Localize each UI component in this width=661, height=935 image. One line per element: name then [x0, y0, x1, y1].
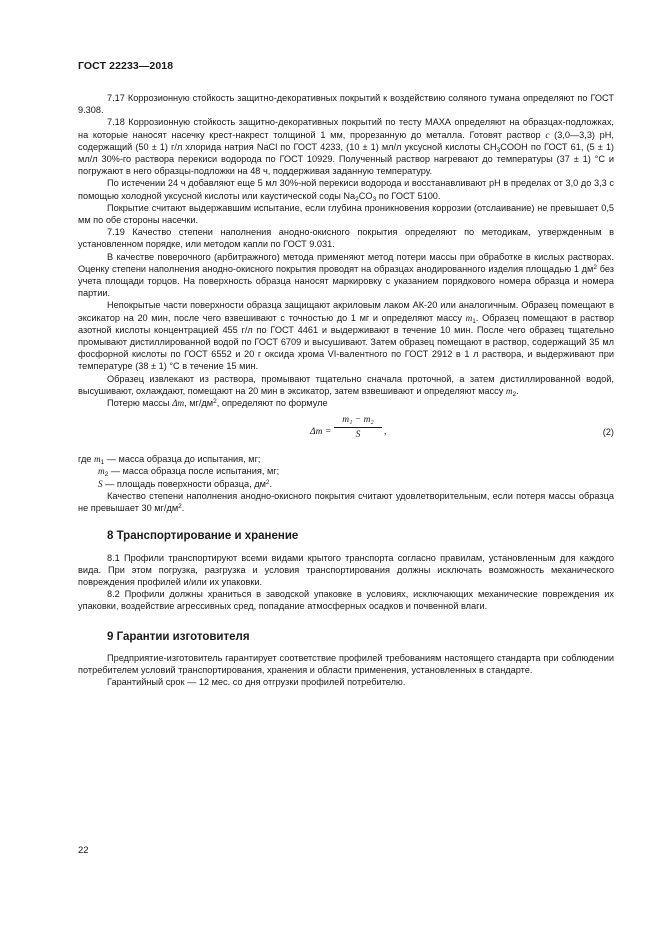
text-run: В качестве поверочного (арбитражного) метода применяют метод потери массы при обработке в кислых растворах. Оценку степени наполнения анодно-окисного покрытия проводят на образцах анодированного изделия площадью 1 дм [78, 251, 614, 274]
where-line-3 [78, 478, 614, 490]
document-header: ГОСТ 22233—2018 [78, 60, 174, 72]
text-run: . [516, 385, 519, 396]
section-8-heading: 8 Транспортирование и хранение [107, 530, 299, 543]
symbol-m: m [98, 466, 105, 477]
paragraph-8-2: 8.2 Профили должны храниться в заводской упаковке в условиях, исключающих механические повреждения их упаковки, воздействие агрессивных сред, попадание атмосферных осадков и почвенной влаги. [78, 589, 614, 612]
text-run: — масса образца после испытания, мг; [108, 466, 280, 477]
text-run: Потерю массы [107, 398, 173, 409]
section-9-heading: 9 Гарантии изготовителя [107, 630, 250, 643]
subscript: 2 [355, 195, 359, 203]
paragraph-7-18-result: Покрытие считают выдержавшим испытание, если глубина проникновения коррозии (отслаивание) не превышает 0,5 мм по обе стороны насечки. [78, 202, 614, 226]
superscript: 2 [265, 478, 270, 486]
formula-lhs-text: Δm [310, 427, 323, 438]
formula-denominator: S [355, 430, 361, 441]
text-run: . [269, 478, 273, 489]
symbol-m: m [505, 385, 513, 396]
superscript: 2 [593, 263, 597, 271]
subscript: 3 [496, 146, 501, 154]
symbol-m: m [93, 454, 101, 465]
page-number: 22 [78, 845, 89, 856]
document-body [78, 92, 614, 688]
where-line-1 [78, 453, 614, 465]
text-run: CO [358, 190, 373, 201]
subscript: 1 [472, 317, 476, 325]
paragraph-7-19-criterion [78, 490, 614, 514]
text-run: , определяют по формуле [216, 398, 328, 409]
paragraph-9-1: Предприятие-изготовитель гарантирует соответствие профилей требованиям настоящего стандарта при соблюдении потребителем условий транспортирования, хранения и области применения, установленных в стандарте. [78, 652, 614, 675]
formula-numerator: m₁ − m₂ [334, 414, 382, 428]
superscript: 2 [178, 503, 182, 511]
where-line-2 [78, 465, 614, 477]
formula-fraction [334, 414, 382, 441]
text-run: . Образец помещают в раствор азотной кислоты концентрацией 455 г/л по ГОСТ 4461 и выдерживают в течение 10 мин. После чего образец тщательно промывают дистиллированной водой по ГОСТ 6709 и высушивают. Затем образец помещают в раствор, содержащий 35 мл фосфорной кислоты по ГОСТ 6552 и 20 г оксида хрома VI-валентного по ГОСТ 2912 в 1 л раствора, и выдерживают при температуре (38 ± 1) °С в течение 15 мин. [78, 312, 614, 372]
subscript: 3 [372, 195, 377, 203]
paragraph-7-18 [78, 116, 614, 177]
symbol-c: c [545, 129, 550, 140]
text-run: где [78, 454, 94, 465]
formula-equals: = [322, 427, 332, 438]
text-run: без учета площади торцов. На поверхность образца наносят маркировку с указанием порядкового номера образца и номера партии. [78, 263, 614, 299]
formula-number: (2) [602, 427, 614, 438]
symbol-s: S [98, 478, 103, 489]
symbol-delta-m: Δm [172, 398, 185, 409]
paragraph-7-19-formula-intro [78, 397, 614, 409]
text-run: . [181, 503, 185, 514]
text-run: Непокрытые части поверхности образца защищают акриловым лаком АК-20 или аналогичным. Образец помещают в эксикатор на 20 мин, после чего взвешивают с точностью до 1 мг и определяют массу [78, 300, 614, 323]
text-run: по ГОСТ 5100. [376, 190, 441, 201]
text-run: — площадь поверхности образца, дм [102, 478, 266, 489]
paragraph-7-19-weigh [78, 373, 614, 397]
text-run: (3,0—3,3) pH, содержащий (50 ± 1) г/л хлорида натрия NaCl по ГОСТ 4233, (10 ± 1) мл/л уксусной кислоты CH [78, 129, 614, 152]
subscript: 1 [100, 459, 105, 467]
text-run: COOH по ГОСТ 61, (5 ± 1) мл/л 30%-го раствора перекиси водорода по ГОСТ 10929. Полученный раствор нагревают до температуры (37 ± 1) °С и погружают в него образцы-подложки на 48 ч, поддерживая заданную температуру. [78, 141, 614, 177]
paragraph-7-19-procedure [78, 299, 614, 372]
text-run: — масса образца до испытания, мг; [104, 454, 261, 465]
formula-lhs [310, 426, 331, 438]
subscript: 2 [104, 471, 109, 479]
paragraph-7-17: 7.17 Коррозионную стойкость защитно-декоративных покрытий к воздействию соляного тумана определяют по ГОСТ 9.308. [78, 93, 614, 116]
paragraph-7-18-ph [78, 177, 614, 201]
text-run: 7.18 Коррозионную стойкость защитно-декоративных покрытий по тесту МАХА определяют на образцах-подложках, на которые наносят насечку крест-накрест толщиной 1 мм, прорезанную до металла. Готовят раствор [78, 117, 614, 140]
formula-end: , [384, 427, 387, 438]
text-run: По истечении 24 ч добавляют еще 5 мл 30%-ной перекиси водорода и восстанавливают pH в пределах от 3,0 до 3,3 с помощью холодной уксусной кислоты или каустической соды Na [78, 178, 614, 201]
subscript: 2 [512, 390, 517, 398]
symbol-m: m [465, 312, 473, 323]
paragraph-7-19: 7.19 Качество степени наполнения анодно-окисного покрытия определяют по методикам, утвержденным в установленном порядке, или методом капли по ГОСТ 9.031. [78, 227, 614, 250]
text-run: Качество степени наполнения анодно-окисного покрытия считают удовлетворительным, если потеря массы образца не превышает 30 мг/дм [78, 490, 614, 514]
text-run: , мг/дм [184, 398, 214, 409]
superscript: 2 [213, 398, 217, 406]
formula-2 [78, 413, 614, 449]
paragraph-8-1: 8.1 Профили транспортируют всеми видами крытого транспорта согласно правилам, установленным для каждого вида. При этом погрузка, разгрузка и условия транспортирования должны исключать возможность механического повреждения профилей и/или их упаковки. [78, 552, 614, 587]
paragraph-7-19-arbitration [78, 251, 614, 300]
paragraph-9-2: Гарантийный срок — 12 мес. со дня отгрузки профилей потребителю. [107, 677, 406, 688]
text-run: Образец извлекают из раствора, промывают тщательно сначала проточной, а затем дистиллированной водой, высушивают, охлаждают, помещают на 20 мин в эксикатор, затем взвешивают и определяют массу [78, 373, 614, 396]
